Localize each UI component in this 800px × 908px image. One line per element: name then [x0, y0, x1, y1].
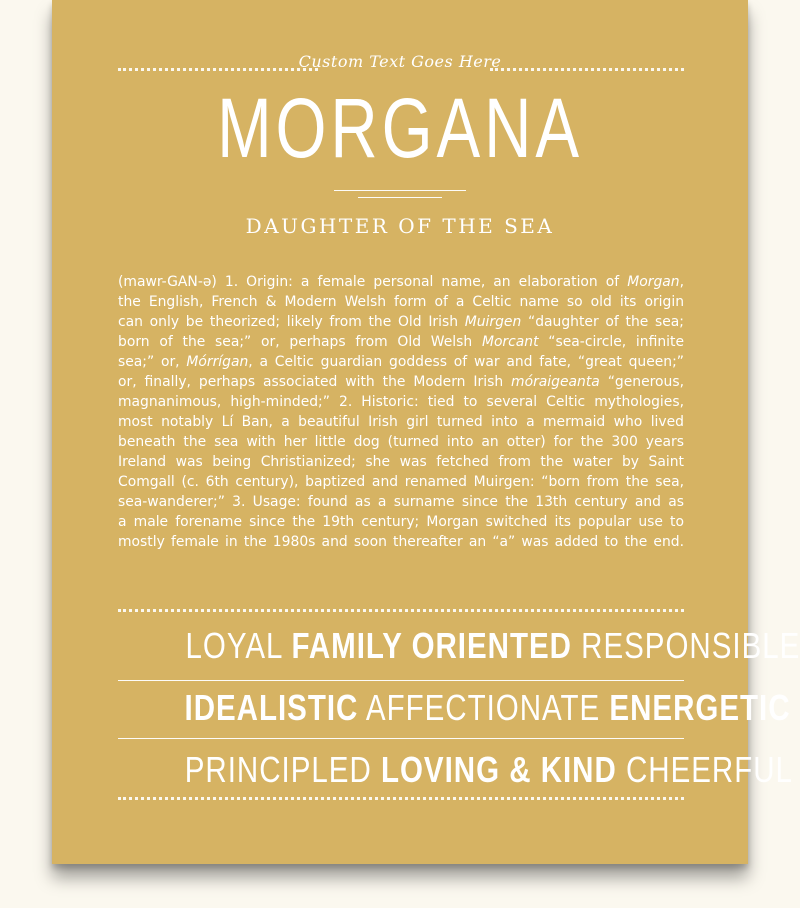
definition-line	[118, 472, 684, 492]
definition-line	[118, 432, 684, 452]
definition-italic-term: Morgan	[627, 274, 680, 290]
traits-divider-1	[118, 680, 684, 681]
definition-text: beneath the sea with her little dog (turned into an otter) for the 300 years	[118, 434, 684, 450]
definition-line	[118, 292, 684, 312]
definition-text: ,	[679, 274, 684, 290]
name-definition	[118, 272, 684, 552]
trait-word: AFFECTIONATE	[365, 687, 601, 728]
definition-text: , a Celtic guardian goddess of war and fate, “great queen;”	[248, 354, 684, 370]
traits-row-1	[118, 625, 800, 666]
definition-text: Ireland was being Christianized; she was fetched from the water by Saint	[118, 454, 684, 470]
trait-word: ENERGETIC	[609, 687, 791, 728]
definition-text: (mawr-GAN-ə) 1. Origin: a female personal name, an elaboration of	[118, 274, 628, 290]
definition-text: or, finally, perhaps associated with the Modern Irish	[118, 374, 512, 390]
definition-italic-term: Morcant	[481, 334, 539, 350]
definition-text: “daughter of the sea;	[521, 314, 684, 330]
definition-text: the English, French & Modern Welsh form of a Celtic name so old its origin	[118, 294, 684, 310]
trait-word: IDEALISTIC	[184, 687, 359, 728]
traits-divider-2	[118, 738, 684, 739]
definition-text: “sea-circle, infinite	[538, 334, 685, 350]
name-title: MORGANA	[217, 81, 583, 175]
definition-italic-term: Muirgen	[464, 314, 522, 330]
definition-line	[118, 332, 684, 352]
definition-line	[118, 392, 684, 412]
definition-text: sea;” or,	[118, 354, 187, 370]
definition-text: Comgall (c. 6th century), baptized and renamed Muirgen: “born from the sea,	[118, 474, 684, 490]
trait-word: CHEERFUL	[625, 749, 793, 790]
trait-word: LOVING & KIND	[380, 749, 617, 790]
name-poster	[52, 0, 800, 864]
traits-top-dotted-rule	[118, 609, 684, 612]
definition-line	[118, 412, 684, 432]
definition-text: most notably Lí Ban, a beautiful Irish girl turned into a mermaid who lived	[118, 414, 684, 430]
traits-bottom-dotted-rule	[118, 797, 684, 800]
definition-line	[118, 512, 684, 532]
name-meaning: DAUGHTER OF THE SEA	[245, 214, 555, 238]
definition-line	[118, 452, 684, 472]
definition-line	[118, 532, 684, 552]
trait-word: PRINCIPLED	[184, 749, 372, 790]
definition-line	[118, 492, 684, 512]
definition-text: can only be theorized; likely from the Old Irish	[118, 314, 465, 330]
trait-word: RESPONSIBLE	[581, 625, 800, 666]
definition-text: mostly female in the 1980s and soon thereafter an “a” was added to the end.	[118, 534, 684, 550]
definition-italic-term: móraigeanta	[511, 374, 600, 390]
traits-row-2	[118, 687, 791, 728]
definition-text: magnanimous, high-minded;” 2. Historic: tied to several Celtic mythologies,	[118, 394, 684, 410]
trait-word: FAMILY ORIENTED	[291, 625, 572, 666]
definition-line	[118, 352, 684, 372]
definition-line	[118, 312, 684, 332]
trait-word: LOYAL	[185, 625, 283, 666]
custom-text: Custom Text Goes Here	[298, 52, 502, 71]
definition-line	[118, 272, 684, 292]
definition-text: a male forename since the 19th century; Morgan switched its popular use to	[118, 514, 684, 530]
definition-text: “generous,	[599, 374, 684, 390]
traits-row-3	[118, 749, 793, 790]
name-divider-line-1	[334, 190, 466, 191]
definition-line	[118, 372, 684, 392]
definition-text: born of the sea;” or, perhaps from Old Welsh	[118, 334, 482, 350]
definition-text: sea-wanderer;” 3. Usage: found as a surname since the 13th century and as	[118, 494, 684, 510]
name-divider-line-2	[358, 197, 442, 198]
definition-italic-term: Mórrígan	[186, 354, 249, 370]
